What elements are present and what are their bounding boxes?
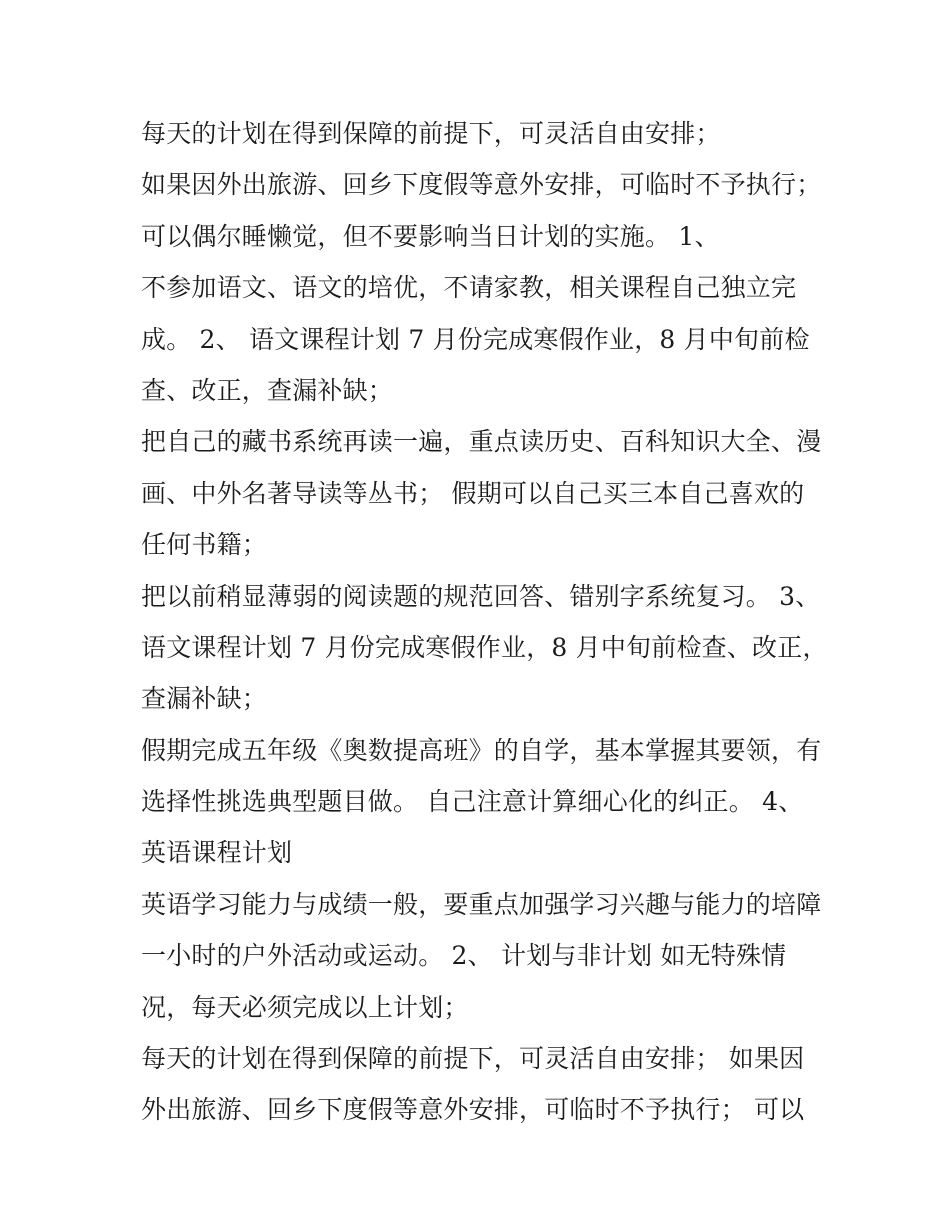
text-line: 把自己的藏书系统再读一遍，重点读历史、百科知识大全、漫: [141, 427, 822, 457]
text-line: 把以前稍显薄弱的阅读题的规范回答、错别字系统复习。 3、: [141, 581, 821, 611]
text-line: 英语课程计划: [141, 838, 293, 868]
text-line: 如果因外出旅游、回乡下度假等意外安排，可临时不予执行；: [141, 170, 822, 200]
text-line: 可以偶尔睡懒觉，但不要影响当日计划的实施。 1、: [141, 221, 720, 251]
text-line: 英语学习能力与成绩一般，要重点加强学习兴趣与能力的培障: [141, 889, 822, 919]
text-line: 语文课程计划 7 月份完成寒假作业，8 月中旬前检查、改正，: [141, 632, 828, 662]
text-line: 画、中外名著导读等丛书； 假期可以自己买三本自己喜欢的: [141, 478, 805, 508]
text-line: 不参加语文、语文的培优，不请家教，相关课程自己独立完: [141, 273, 797, 303]
text-line: 假期完成五年级《奥数提高班》的自学，基本掌握其要领，有: [141, 735, 822, 765]
text-line: 查、改正，查漏补缺；: [141, 375, 394, 405]
text-line: 成。 2、 语文课程计划 7 月份完成寒假作业，8 月中旬前检: [141, 324, 810, 354]
text-line: 每天的计划在得到保障的前提下，可灵活自由安排； 如果因: [141, 1044, 805, 1074]
document-body: [141, 108, 841, 1136]
text-line: 况，每天必须完成以上计划；: [141, 992, 469, 1022]
text-line: 每天的计划在得到保障的前提下，可灵活自由安排；: [141, 119, 721, 148]
text-line: 查漏补缺；: [141, 684, 268, 714]
text-line: 外出旅游、回乡下度假等意外安排，可临时不予执行； 可以: [141, 1095, 805, 1125]
text-line: 一小时的户外活动或运动。 2、 计划与非计划 如无特殊情: [141, 941, 787, 971]
text-line: 任何书籍；: [141, 530, 268, 560]
text-line: 选择性挑选典型题目做。 自己注意计算细心化的纠正。 4、: [141, 787, 804, 817]
